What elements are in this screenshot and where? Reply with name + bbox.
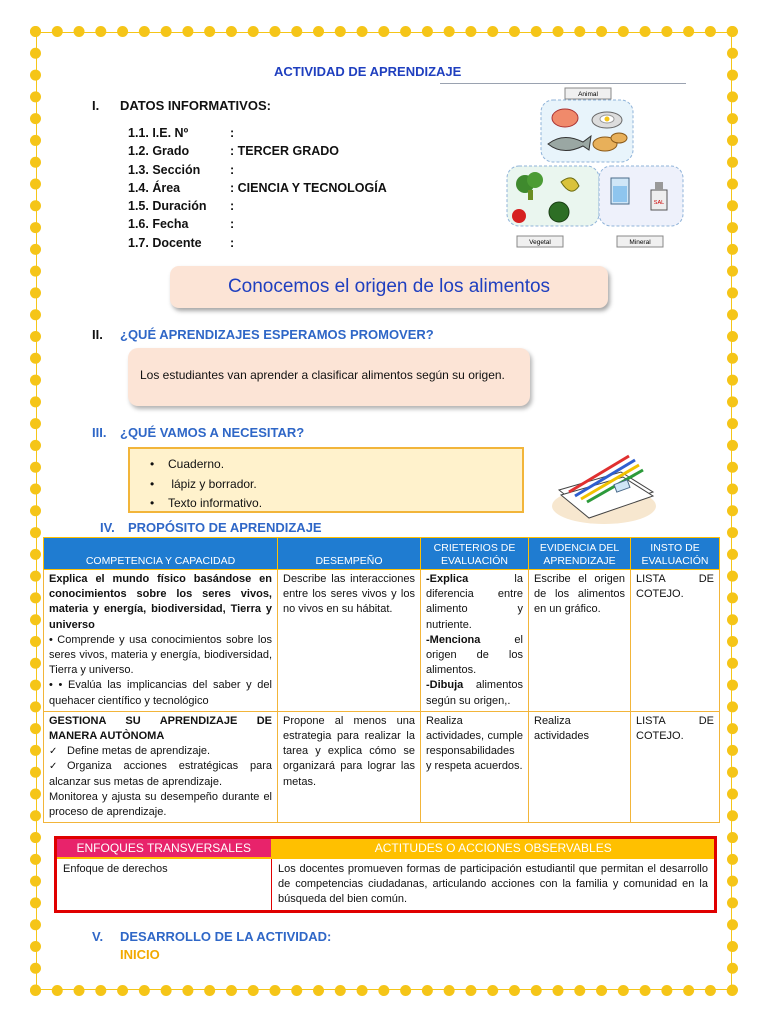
column-header: ENFOQUES TRANSVERSALES [56, 838, 272, 859]
desempeno-cell: Propone al menos una estrategia para realizar la tarea y explica cómo se organizará para lograr las metas. [278, 711, 421, 822]
egg-icon [605, 117, 610, 122]
section-num: IV. [100, 520, 115, 535]
instrumento-cell: LISTA DE COTEJO. [631, 711, 720, 822]
cabbage-icon [549, 202, 569, 222]
criterio-verb: -Explica [426, 573, 469, 585]
datos-value: : CIENCIA Y TECNOLOGÍA [230, 180, 387, 195]
page-title: ACTIVIDAD DE APRENDIZAJE [274, 64, 462, 79]
competencia-cell [44, 711, 278, 822]
capacidad-item: • • Evalúa las implicancias del saber y del quehacer científico y tecnológico [49, 679, 272, 707]
table-row [44, 570, 720, 712]
competencia-title: GESTIONA SU APRENDIZAJE DE MANERA AUTÒNOMA [49, 714, 272, 743]
learning-goal-box: Los estudiantes van aprender a clasificar alimentos según su origen. [128, 348, 530, 406]
criterio-item [426, 678, 523, 708]
column-header: INSTO DE EVALUACIÓN [631, 538, 720, 570]
check-item-text: Organiza acciones estratégicas para alcanzar sus metas de aprendizaje. [49, 760, 272, 788]
section-num: III. [92, 425, 107, 440]
purpose-table [43, 537, 720, 823]
competencia-cell [44, 570, 278, 712]
datos-value: : TERCER GRADO [230, 144, 340, 159]
school-supplies-illustration [549, 448, 659, 526]
datos-label: 1.5. Duración [128, 199, 207, 214]
criterios-cell: Realiza actividades, cumple responsabilidades y respeta acuerdos. [421, 711, 529, 822]
datos-row [128, 234, 387, 252]
datos-label: 1.7. Docente [128, 235, 202, 250]
datos-list [128, 124, 387, 252]
desempeno-cell: Describe las interacciones entre los seres vivos y los no vivos en su hábitat. [278, 570, 421, 712]
criterio-item [426, 572, 523, 633]
column-header: EVIDENCIA DEL APRENDIZAJE [529, 538, 631, 570]
section-aprendizajes-heading [92, 327, 434, 342]
datos-value: : [230, 217, 235, 232]
actitud-cell: Los docentes promueven formas de participación estudiantil que permitan el desarrollo de competencias ciudadanas, articulando acciones con la familia y comunidad en la búsqueda del bien común. [272, 858, 716, 912]
section-num: II. [92, 327, 103, 342]
criterio-text: alimentos según su origen,. [426, 679, 523, 707]
enfoque-cell: Enfoque de derechos [56, 858, 272, 912]
animal-label: Animal [578, 91, 598, 98]
section-title: PROPÓSITO DE APRENDIZAJE [128, 520, 322, 535]
section-title: ¿QUÉ APRENDIZAJES ESPERAMOS PROMOVER? [120, 327, 434, 342]
evidencia-cell: Escribe el origen de los alimentos en un gráfico. [529, 570, 631, 712]
food-origin-illustration [503, 86, 685, 248]
section-num: V. [92, 929, 104, 944]
datos-row [128, 179, 387, 197]
meat-icon [552, 109, 578, 127]
list-item-text: Texto informativo. [168, 496, 263, 510]
vegetal-label: Vegetal [529, 239, 551, 246]
check-item [49, 759, 272, 789]
section-title: DESARROLLO DE LA ACTIVIDAD: [120, 929, 332, 944]
section-proposito-heading [100, 520, 322, 535]
datos-value: : [230, 199, 235, 214]
datos-value: : [230, 235, 235, 250]
column-header: CRIETERIOS DE EVALUACIÓN [421, 538, 529, 570]
list-item-text: lápiz y borrador. [168, 476, 257, 491]
competencia-text: Monitorea y ajusta su desempeño durante el proceso de aprendizaje. [49, 790, 272, 819]
datos-row [128, 215, 387, 233]
activity-title-banner: Conocemos el origen de los alimentos [170, 266, 608, 308]
table-row [44, 711, 720, 822]
table-header-row [56, 838, 716, 859]
column-header: ACTITUDES O ACCIONES OBSERVABLES [272, 838, 716, 859]
list-item [150, 455, 522, 475]
check-item-text: Define metas de aprendizaje. [67, 745, 211, 758]
section-necesitar-heading [92, 425, 304, 440]
datos-label: 1.3. Sección [128, 162, 201, 177]
criterio-verb: -Dibuja [426, 679, 464, 692]
table-header-row [44, 538, 720, 570]
section-num: I. [92, 98, 100, 113]
competencia-title: Explica el mundo físico basándose en conocimientos sobre los seres vivos, materia y energía, biodiversidad, Tierra y universo [49, 573, 272, 631]
criterio-text: el origen de los alimentos. [426, 633, 523, 677]
datos-row [128, 124, 387, 142]
section-datos-heading [92, 98, 271, 113]
datos-row [128, 161, 387, 179]
list-item [150, 494, 522, 514]
criterios-cell [421, 570, 529, 712]
materials-list [128, 447, 524, 513]
datos-label: 1.4. Área [128, 180, 181, 195]
section-title: DATOS INFORMATIVOS: [120, 98, 271, 113]
datos-label: 1.1. I.E. Nº [128, 126, 189, 140]
apple-icon [512, 209, 526, 223]
column-header: COMPETENCIA Y CAPACIDAD [44, 538, 278, 570]
inicio-subheading: INICIO [120, 947, 160, 962]
datos-row [128, 142, 387, 160]
section-title: ¿QUÉ VAMOS A NECESITAR? [120, 425, 305, 440]
capacidad-item: • Comprende y usa conocimientos sobre los seres vivos, materia y energía, biodiversidad, Tierra y universo. [49, 633, 272, 677]
criterio-verb: -Menciona [426, 633, 481, 646]
list-item-text: Cuaderno. [168, 457, 225, 471]
mineral-label: Mineral [629, 239, 651, 246]
column-header: DESEMPEÑO [278, 538, 421, 570]
datos-label: 1.2. Grado [128, 144, 190, 159]
check-item [49, 744, 272, 759]
section-desarrollo-heading [92, 929, 331, 944]
datos-value: : [230, 126, 235, 140]
datos-value: : [230, 162, 235, 177]
instrumento-cell: LISTA DE COTEJO. [631, 570, 720, 712]
datos-label: 1.6. Fecha [128, 217, 189, 232]
enfoques-table [54, 836, 717, 913]
table-row [56, 858, 716, 912]
list-item [150, 475, 522, 495]
criterio-item [426, 633, 523, 679]
datos-row [128, 197, 387, 215]
title-rule [440, 83, 686, 84]
criterio-text: la diferencia entre alimento y nutriente. [426, 573, 523, 631]
salt-label: SAL [653, 200, 665, 206]
evidencia-cell: Realiza actividades [529, 711, 631, 822]
